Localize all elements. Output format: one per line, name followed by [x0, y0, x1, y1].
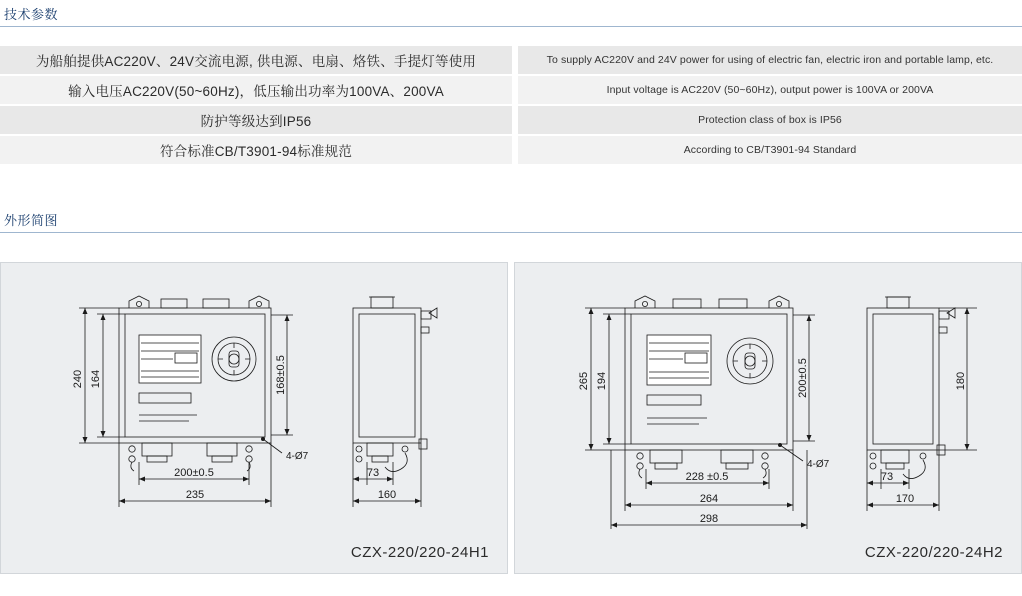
section-header-specs [0, 4, 1022, 30]
spec-table [0, 46, 1022, 164]
table-row [0, 76, 1022, 104]
dim-side-height-h2: 180 [955, 371, 967, 391]
dim-front-width-outer-h1: 235 [185, 489, 205, 501]
dim-front-height-outer-h1: 240 [72, 369, 84, 389]
spec-cell-en: Protection class of box is IP56 [518, 106, 1022, 134]
dim-front-height-inner-h2: 194 [596, 371, 608, 391]
dim-front-height-outer-h2: 265 [578, 371, 590, 391]
dim-hole-note-h1: 4-Ø7 [286, 451, 309, 462]
drawing-caption-h2: CZX-220/220-24H2 [864, 544, 1003, 561]
dim-front-width-inner-h1: 200±0.5 [174, 467, 214, 479]
dim-side-inner-h1: 73 [366, 467, 380, 479]
dim-front-width-mid-h2: 264 [699, 493, 719, 505]
dim-front-right-h1: 168±0.5 [275, 355, 287, 395]
dim-front-height-inner-h1: 164 [90, 369, 102, 389]
drawing-caption-h1: CZX-220/220-24H1 [350, 544, 489, 561]
outline-drawing-h1 [1, 263, 509, 575]
outline-drawing-h2 [515, 263, 1022, 575]
drawing-panel-h1 [0, 262, 508, 574]
table-row [0, 136, 1022, 164]
dim-front-width-inner-h2: 228 ±0.5 [685, 471, 729, 483]
spec-cell-en: To supply AC220V and 24V power for using of electric fan, electric iron and portable lamp, etc. [518, 46, 1022, 74]
table-row [0, 106, 1022, 134]
dim-side-inner-h2: 73 [880, 471, 894, 483]
section-rule-outline [0, 232, 1022, 233]
dim-front-right-h2: 200±0.5 [797, 358, 809, 398]
section-title-specs: 技术参数 [4, 7, 59, 22]
table-row [0, 46, 1022, 74]
dim-hole-note-h2: 4-Ø7 [807, 459, 830, 470]
section-rule-specs [0, 26, 1022, 27]
section-title-outline: 外形简图 [4, 213, 59, 228]
spec-cell-en: Input voltage is AC220V (50~60Hz), output power is 100VA or 200VA [518, 76, 1022, 104]
dim-side-outer-h2: 170 [895, 493, 915, 505]
spec-cell-cn: 防护等级达到IP56 [0, 106, 512, 134]
spec-cell-en: According to CB/T3901-94 Standard [518, 136, 1022, 164]
spec-cell-cn: 符合标准CB/T3901-94标准规范 [0, 136, 512, 164]
drawing-panel-h2 [514, 262, 1022, 574]
section-header-outline [0, 210, 1022, 236]
spec-cell-cn: 为船舶提供AC220V、24V交流电源, 供电源、电扇、烙铁、手提灯等使用 [0, 46, 512, 74]
outline-drawing-panels [0, 262, 1022, 574]
dim-side-outer-h1: 160 [377, 489, 397, 501]
spec-cell-cn: 输入电压AC220V(50~60Hz)，低压输出功率为100VA、200VA [0, 76, 512, 104]
dim-front-width-outer-h2: 298 [699, 513, 719, 525]
